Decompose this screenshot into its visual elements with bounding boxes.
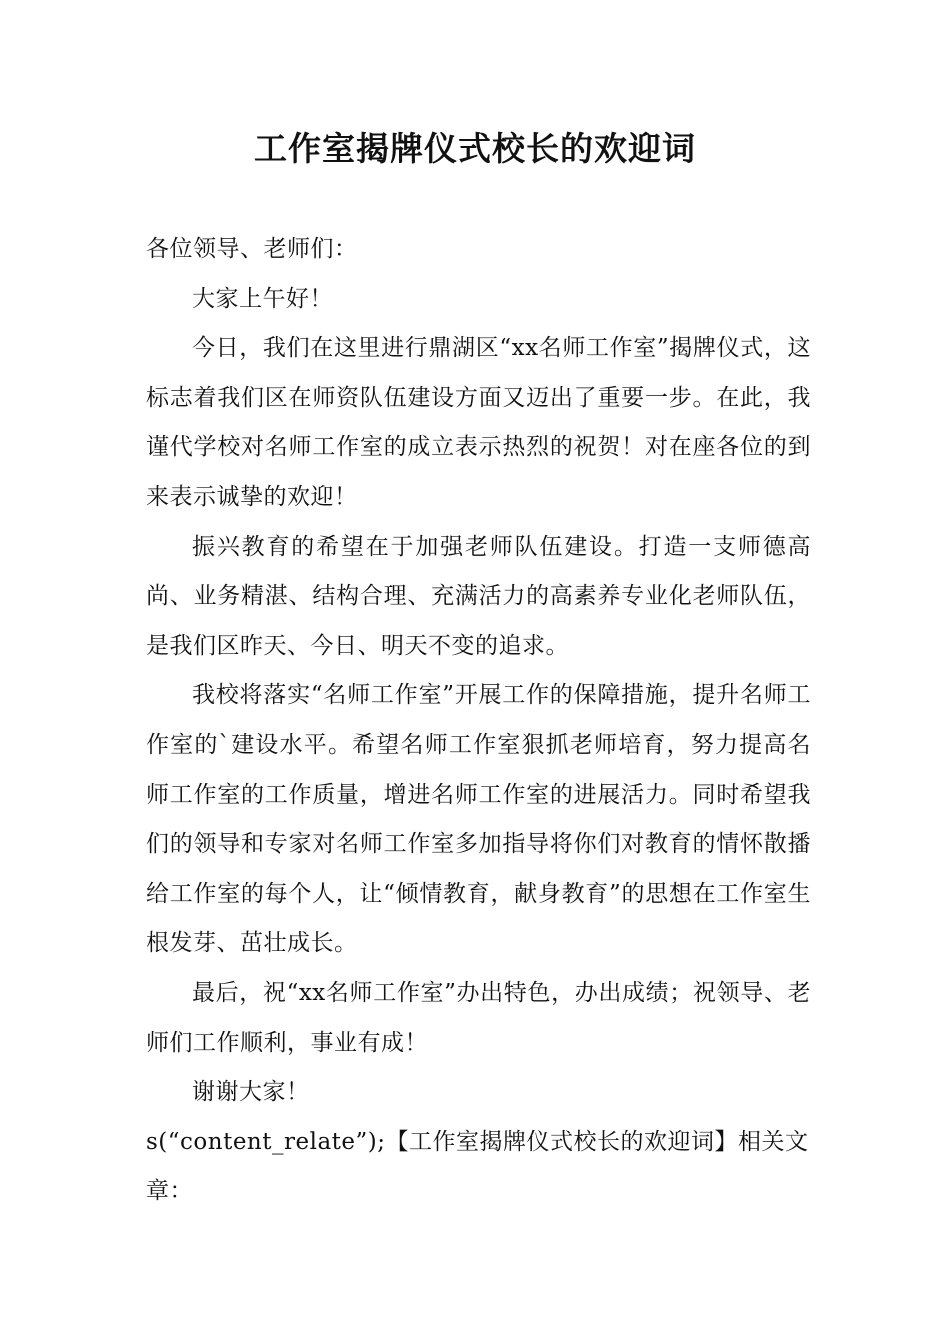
paragraph-teacher-team: 振兴教育的希望在于加强老师队伍建设。打造一支师德高尚、业务精湛、结构合理、充满活力的高素养专业化老师队伍，是我们区昨天、今日、明天不变的追求。 xyxy=(146,533,811,659)
document-title: 工作室揭牌仪式校长的欢迎词 xyxy=(254,129,696,168)
paragraph-ceremony: 今日，我们在这里进行鼎湖区“xx名师工作室”揭牌仪式，这标志着我们区在师资队伍建设方面又迈出了重要一步。在此，我谨代学校对名师工作室的成立表示热烈的祝贺！对在座各位的到来表示诚挚的欢迎！ xyxy=(146,335,811,510)
related-articles-line: s(“content_relate”);【工作室揭牌仪式校长的欢迎词】相关文章： xyxy=(146,1128,809,1205)
paragraph-closing: 最后，祝“xx名师工作室”办出特色，办出成绩；祝领导、老师们工作顺利，事业有成！ xyxy=(146,979,811,1056)
paragraph-thanks: 谢谢大家！ xyxy=(192,1079,310,1106)
paragraph-measures: 我校将落实“名师工作室”开展工作的保障措施，提升名师工作室的`建设水平。希望名师工作室狠抓老师培育，努力提高名师工作室的工作质量，增进名师工作室的进展活力。同时希望我们的领导和专家对名师工作室多加指导将你们对教育的情怀散播给工作室的每个人，让“倾情教育，献身教育”的思想在工作室生根发芽、茁壮成长。 xyxy=(146,682,811,957)
paragraph-greeting: 大家上午好！ xyxy=(192,285,333,312)
salutation: 各位领导、老师们： xyxy=(146,236,358,262)
document-body xyxy=(146,225,811,1217)
